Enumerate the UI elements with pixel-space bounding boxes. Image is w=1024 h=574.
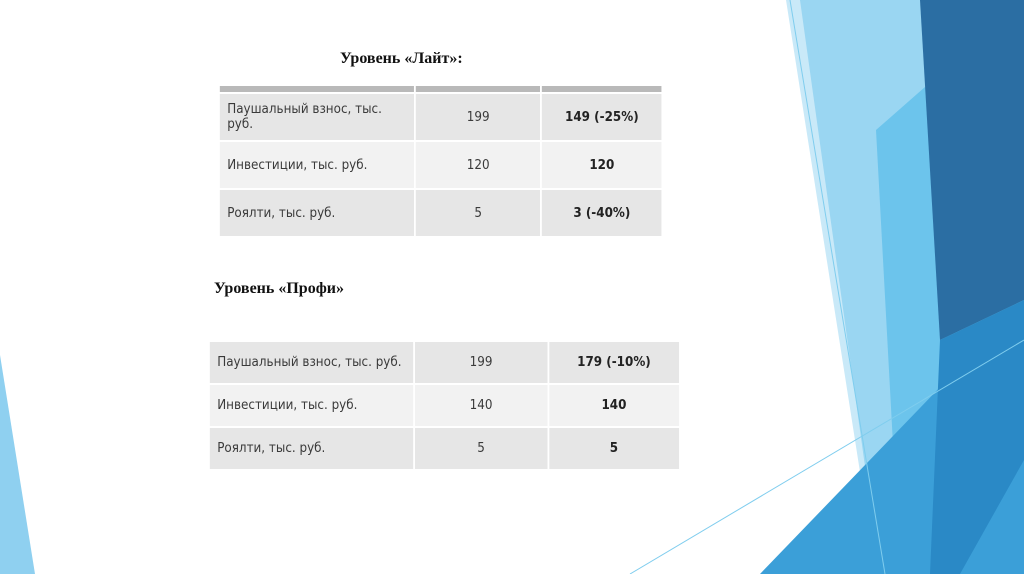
base-price-cell: 5: [416, 190, 540, 236]
discount-price-cell: 120: [542, 142, 661, 188]
table-row: [220, 94, 662, 140]
table-header-bar: [220, 86, 662, 92]
base-price-cell: 140: [415, 385, 547, 426]
table-row: [220, 190, 662, 236]
param-cell: Инвестиции, тыс. руб.: [220, 142, 414, 188]
discount-price-cell: 179 (-10%): [549, 342, 679, 383]
lite-pricing-table: [218, 84, 663, 238]
base-price-cell: 199: [415, 342, 547, 383]
param-cell: Роялти, тыс. руб.: [210, 428, 414, 469]
base-price-cell: 5: [415, 428, 547, 469]
table-row: [220, 142, 662, 188]
discount-price-cell: 149 (-25%): [542, 94, 661, 140]
table-row: [210, 342, 679, 383]
base-price-cell: 199: [416, 94, 540, 140]
left-accent-stripe: [0, 355, 35, 574]
param-cell: Паушальный взнос, тыс. руб.: [220, 94, 414, 140]
discount-price-cell: 5: [549, 428, 679, 469]
discount-price-cell: 3 (-40%): [542, 190, 661, 236]
lite-level-title: Уровень «Лайт»:: [340, 50, 463, 67]
param-cell: Роялти, тыс. руб.: [220, 190, 414, 236]
param-cell: Инвестиции, тыс. руб.: [210, 385, 414, 426]
param-cell: Паушальный взнос, тыс. руб.: [210, 342, 414, 383]
profi-pricing-table: [208, 340, 681, 471]
profi-level-title: Уровень «Профи»: [214, 280, 344, 297]
base-price-cell: 120: [416, 142, 540, 188]
table-row: [210, 428, 679, 469]
table-row: [210, 385, 679, 426]
discount-price-cell: 140: [549, 385, 679, 426]
